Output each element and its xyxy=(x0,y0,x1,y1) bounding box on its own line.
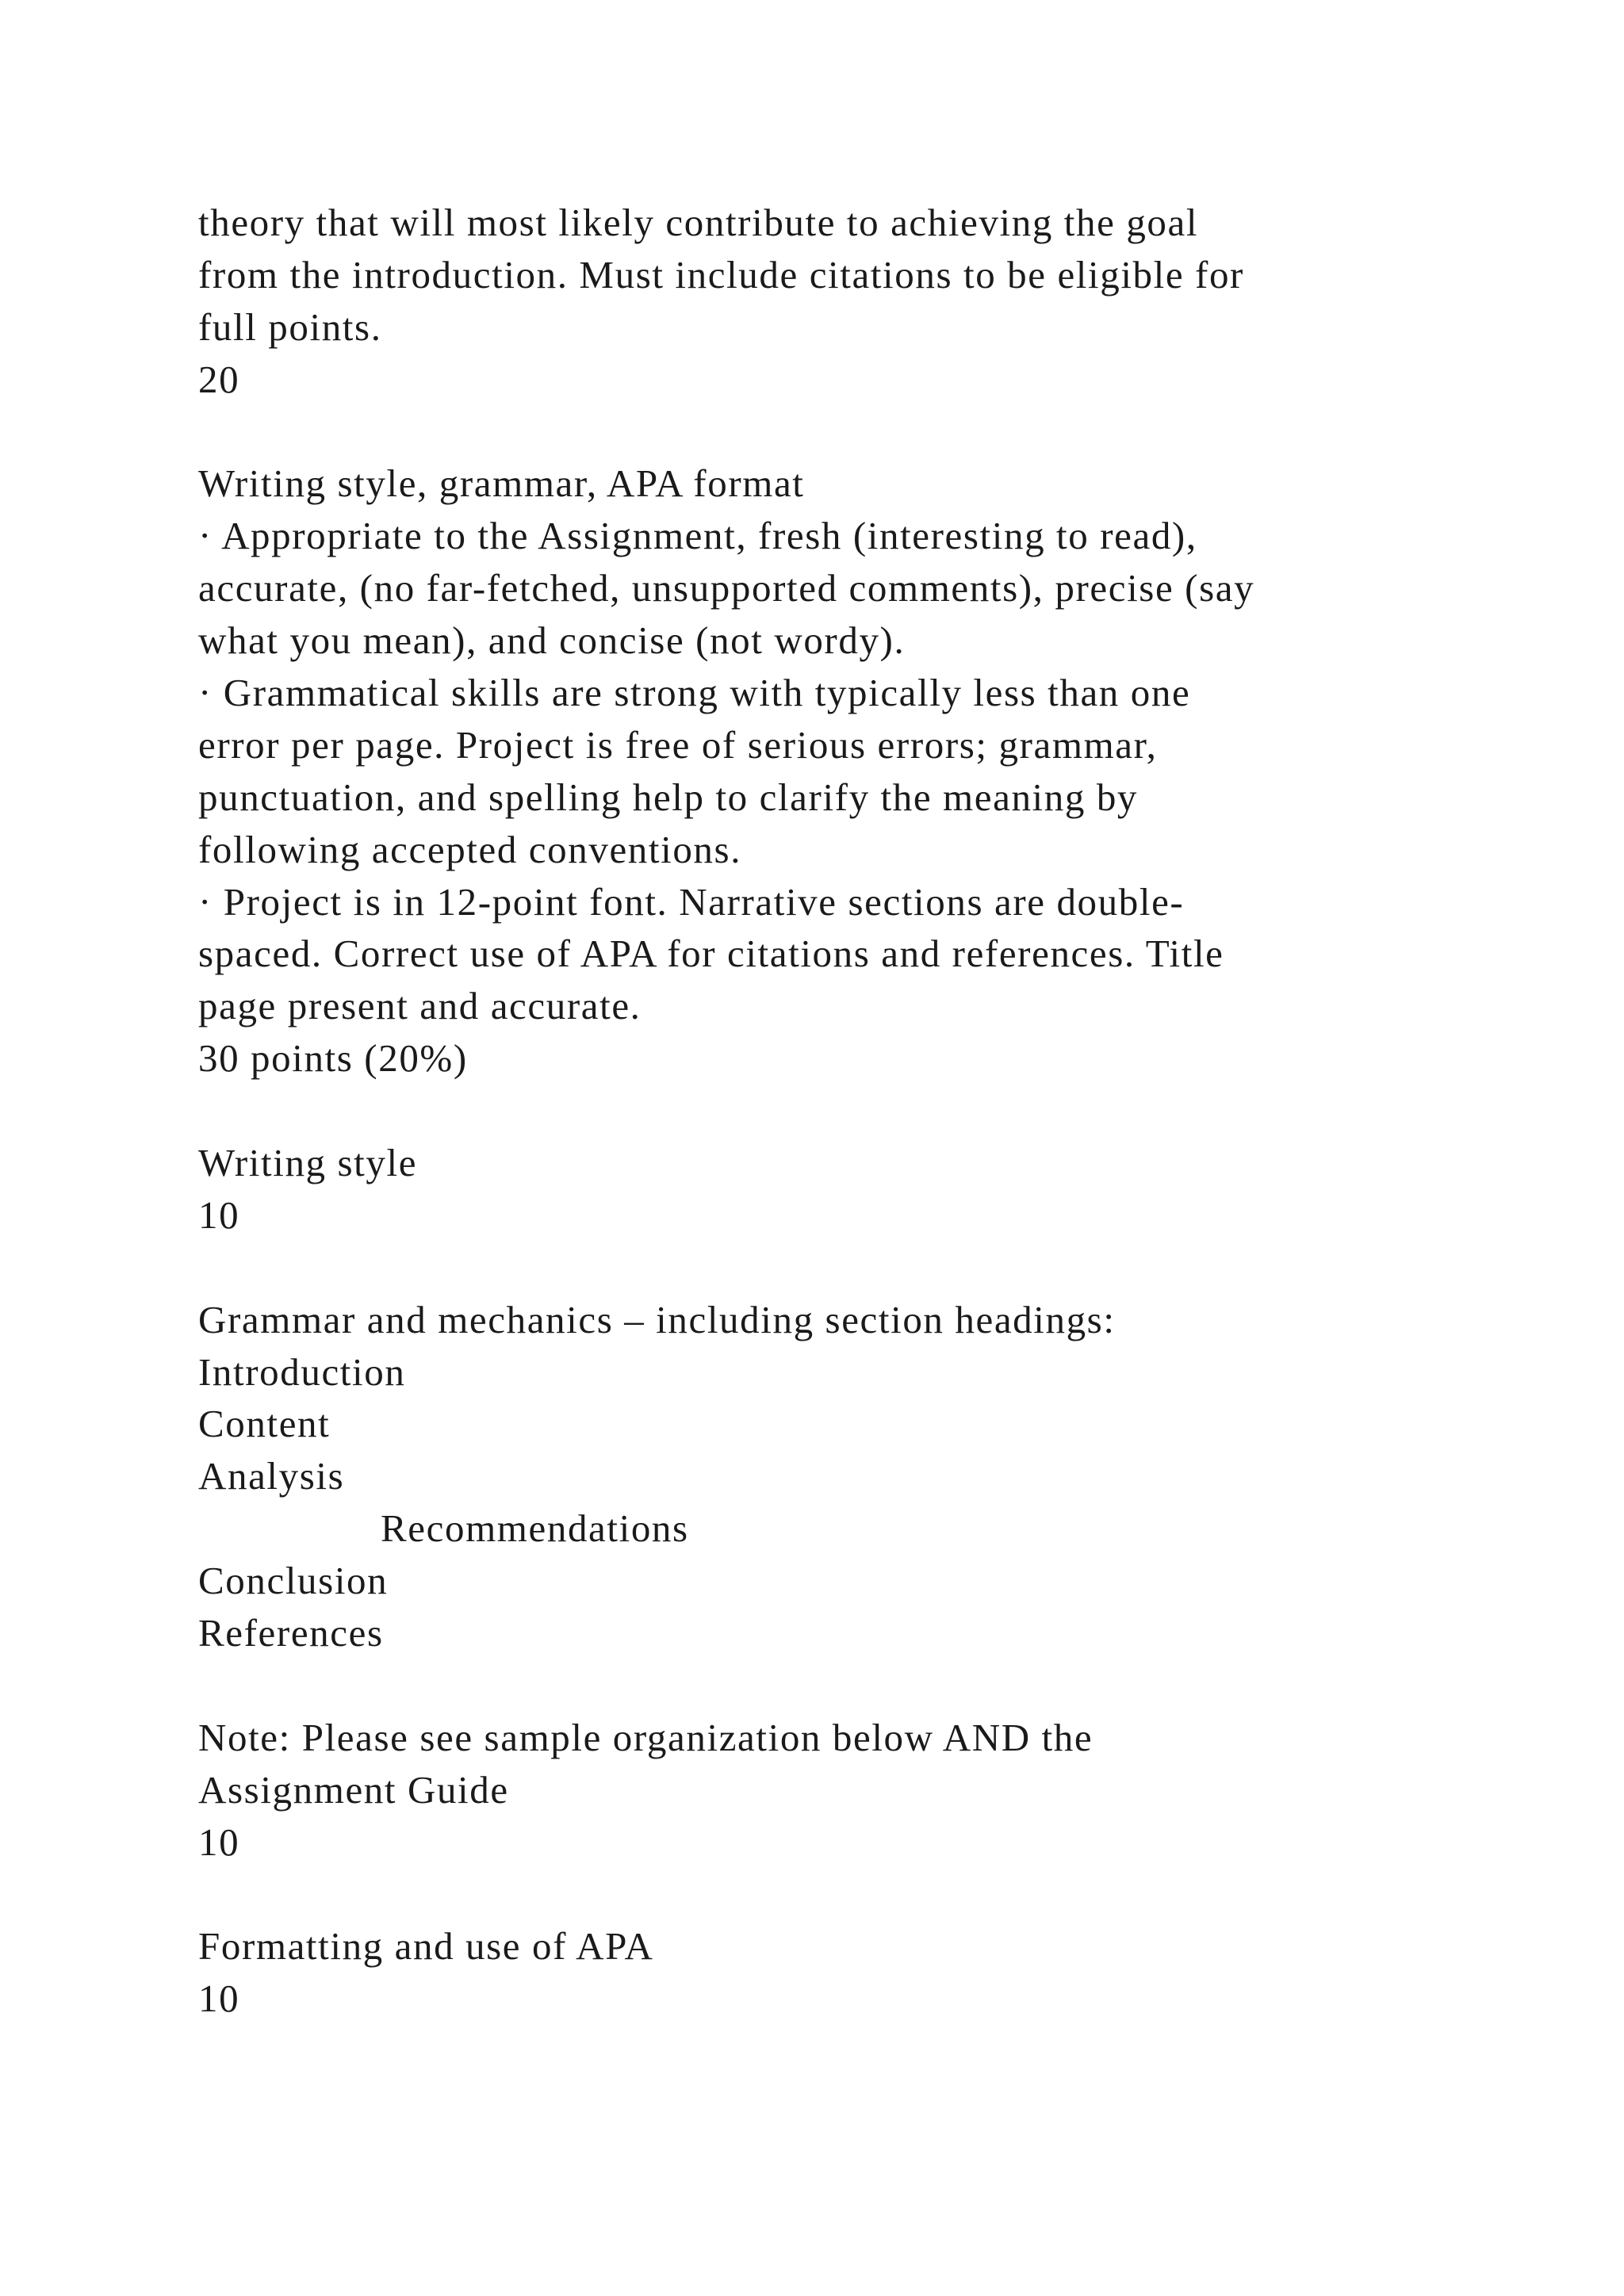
body-text-line: accurate, (no far-fetched, unsupported comments), precise (say xyxy=(198,566,1255,610)
bullet-line: · Project is in 12-point font. Narrative sections are double- xyxy=(198,879,1185,924)
heading-list-item: References xyxy=(198,1611,384,1655)
heading-list-item: Content xyxy=(198,1402,331,1446)
note-text: Note: Please see sample organization below AND the xyxy=(198,1715,1094,1759)
body-text-line: theory that will most likely contribute to achieving the goal xyxy=(198,201,1199,244)
heading-list-item: Recommendations xyxy=(381,1506,689,1551)
section-heading: Formatting and use of APA xyxy=(198,1924,654,1969)
blank-line xyxy=(198,1085,1467,1137)
section-heading: Grammar and mechanics – including section headings: xyxy=(198,1297,1116,1341)
body-text-line: page present and accurate. xyxy=(198,984,642,1028)
points-value: 10 xyxy=(198,1192,240,1237)
heading-list-item: Introduction xyxy=(198,1349,406,1394)
body-text-line: error per page. Project is free of serious errors; grammar, xyxy=(198,722,1158,767)
document-body xyxy=(198,197,1467,2025)
body-text-line: full points. xyxy=(198,304,382,349)
bullet-line: · Appropriate to the Assignment, fresh (interesting to read), xyxy=(198,514,1197,558)
section-heading: Writing style, grammar, APA format xyxy=(198,461,805,506)
section-heading: Writing style xyxy=(198,1141,418,1185)
blank-line xyxy=(198,1869,1467,1921)
heading-list-item: Analysis xyxy=(198,1454,345,1498)
note-text: Assignment Guide xyxy=(198,1767,509,1812)
body-text-line: spaced. Correct use of APA for citations and references. Title xyxy=(198,932,1224,976)
body-text-line: punctuation, and spelling help to clarify the meaning by xyxy=(198,775,1139,819)
bullet-line: · Grammatical skills are strong with typically less than one xyxy=(198,671,1191,715)
body-text-line: following accepted conventions. xyxy=(198,827,742,871)
body-text-line: from the introduction. Must include citations to be eligible for xyxy=(198,252,1244,297)
blank-line xyxy=(198,1242,1467,1294)
points-value: 10 xyxy=(198,1976,240,2021)
points-value: 10 xyxy=(198,1820,240,1864)
heading-list-item: Conclusion xyxy=(198,1559,389,1603)
blank-line xyxy=(198,1659,1467,1712)
blank-line xyxy=(198,406,1467,458)
points-value: 30 points (20%) xyxy=(198,1036,468,1081)
points-value: 20 xyxy=(198,357,240,401)
body-text-line: what you mean), and concise (not wordy). xyxy=(198,618,906,663)
